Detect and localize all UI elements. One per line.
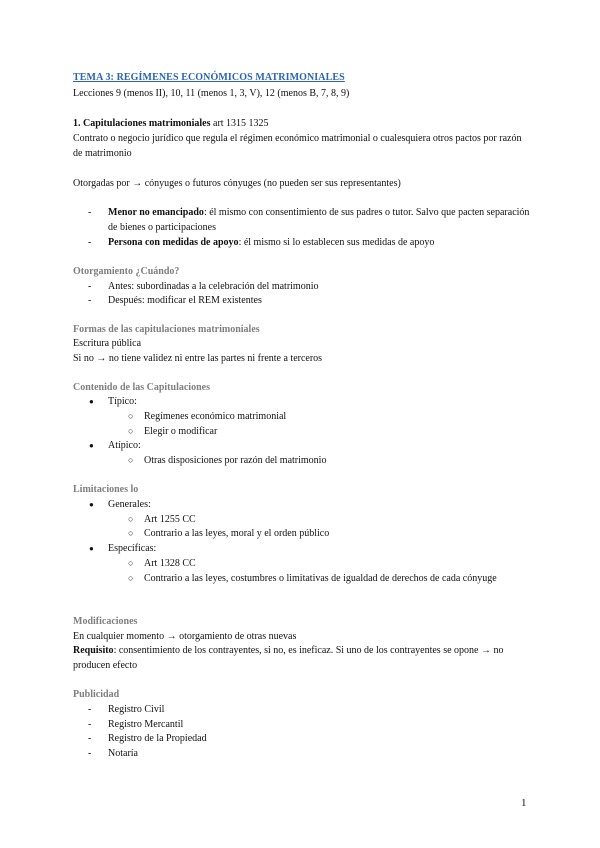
limitaciones-heading: Limitaciones lo (73, 484, 139, 495)
otorgamiento-heading: Otorgamiento ¿Cuándo? (73, 266, 180, 277)
list-item: Art 1328 CC (144, 558, 196, 569)
section-1-heading (73, 116, 533, 131)
formas-line-2: Si no → no tiene validez ni entre las partes ni frente a terceros (73, 353, 323, 364)
list-item: Contrario a las leyes, costumbres o limitativas de igualdad de derechos de cada cónyuge (144, 573, 497, 584)
filled-bullet: ● (89, 397, 94, 406)
hollow-bullet: ○ (128, 558, 134, 568)
list-item: Notaría (108, 748, 138, 759)
dash-bullet: - (88, 748, 92, 759)
list-item: Registro Civil (108, 704, 165, 715)
section-1-heading-bold: 1. Capitulaciones matrimoniales (73, 118, 211, 129)
hollow-bullet: ○ (128, 528, 134, 538)
tipico-label: Típico: (108, 396, 137, 407)
list-item-support-bold: Persona con medidas de apoyo (108, 237, 239, 248)
list-item-support (108, 235, 538, 250)
list-item: Otras disposiciones por razón del matrimonio (144, 455, 327, 466)
modificaciones-heading: Modificaciones (73, 616, 138, 627)
list-item-support-text: : él mismo si lo establecen sus medidas de apoyo (238, 237, 435, 248)
list-item: Art 1255 CC (144, 514, 196, 525)
hollow-bullet: ○ (128, 411, 134, 421)
modificaciones-line-1: En cualquier momento → otorgamiento de otras nuevas (73, 631, 297, 642)
page-number: 1 (521, 797, 527, 809)
list-item: Elegir o modificar (144, 426, 218, 437)
list-item-minor-text: : él mismo con consentimiento de sus padres o tutor. Salvo que pacten separación de bienes o participaciones (108, 207, 530, 233)
especificas-label: Específicas: (108, 543, 157, 554)
list-item: Después: modificar el REM existentes (108, 295, 262, 306)
requisito-paragraph (73, 643, 533, 673)
filled-bullet: ● (89, 544, 94, 553)
requisito-bold: Requisito (73, 645, 114, 656)
hollow-bullet: ○ (128, 455, 134, 465)
list-item: Registro de la Propiedad (108, 733, 207, 744)
lessons-line: Lecciones 9 (menos II), 10, 11 (menos 1, 3, V), 12 (menos B, 7, 8, 9) (73, 88, 350, 99)
dash-bullet: - (88, 733, 92, 744)
publicidad-heading: Publicidad (73, 689, 120, 700)
filled-bullet: ● (89, 441, 94, 450)
dash-bullet: - (88, 295, 92, 306)
formas-line-1: Escritura pública (73, 338, 142, 349)
definition-paragraph: Contrato o negocio jurídico que regula el régimen económico matrimonial o cualesquiera otros pactos por razón de matrimonio (73, 133, 522, 159)
filled-bullet: ● (89, 500, 94, 509)
list-item: Regímenes económico matrimonial (144, 411, 287, 422)
section-1-heading-articles: art 1315 1325 (210, 118, 269, 129)
hollow-bullet: ○ (128, 573, 134, 583)
list-item: Contrario a las leyes, moral y el orden público (144, 528, 330, 539)
atipico-label: Atípico: (108, 440, 141, 451)
hollow-bullet: ○ (128, 514, 134, 524)
list-item-minor (108, 205, 538, 235)
requisito-text: : consentimiento de los contrayentes, si no, es ineficaz. Si uno de los contrayentes se opone → no producen efecto (73, 645, 504, 671)
dash-bullet: - (88, 704, 92, 715)
list-item: Registro Mercantil (108, 719, 184, 730)
contenido-heading: Contenido de las Capitulaciones (73, 382, 210, 393)
granted-by-line: Otorgadas por → cónyuges o futuros cónyuges (no pueden ser sus representantes) (73, 178, 401, 189)
hollow-bullet: ○ (128, 426, 134, 436)
dash-bullet: - (88, 207, 92, 218)
dash-bullet: - (88, 719, 92, 730)
generales-label: Generales: (108, 499, 151, 510)
list-item: Antes: subordinadas a la celebración del matrimonio (108, 281, 319, 292)
list-item-minor-bold: Menor no emancipado (108, 207, 204, 218)
dash-bullet: - (88, 281, 92, 292)
document-title: TEMA 3: REGÍMENES ECONÓMICOS MATRIMONIALES (73, 72, 345, 83)
dash-bullet: - (88, 237, 92, 248)
formas-heading: Formas de las capitulaciones matrimoniales (73, 324, 260, 335)
